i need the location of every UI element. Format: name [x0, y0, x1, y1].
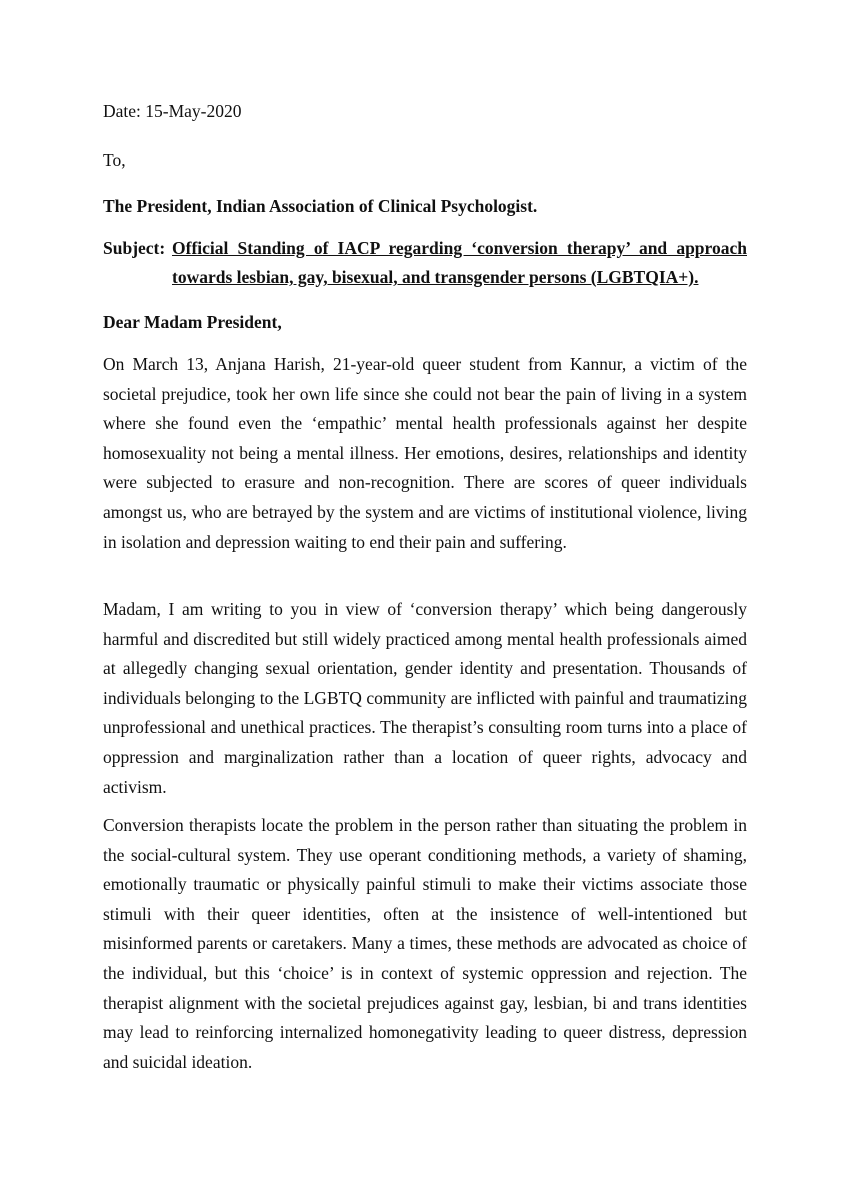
subject-label: Subject: [103, 238, 166, 258]
letter-recipient: The President, Indian Association of Clinical Psychologist. [103, 196, 538, 216]
letter-date: Date: 15-May-2020 [103, 101, 242, 121]
paragraph-3: Conversion therapists locate the problem in the person rather than situating the problem in the social-cultural system. They use operant conditioning methods, a variety of shaming, emotionally traumatic or physically painful stimuli to make their victims associate those stimuli with their queer identities, often at the insistence of well-intentioned but misinformed parents or caretakers. Many a times, these methods are advocated as choice of the individual, but this ‘choice’ is in context of systemic oppression and rejection. The therapist alignment with the societal prejudices against gay, lesbian, bi and trans identities may lead to reinforcing internalized homonegativity leading to queer distress, depression and suicidal ideation. [103, 815, 747, 1072]
paragraph-2: Madam, I am writing to you in view of ‘conversion therapy’ which being dangerously harmful and discredited but still widely practiced among mental health professionals aimed at allegedly changing sexual orientation, gender identity and presentation. Thousands of individuals belonging to the LGBTQ community are inflicted with painful and traumatizing unprofessional and unethical practices. The therapist’s consulting room turns into a place of oppression and marginalization rather than a location of queer rights, advocacy and activism. [103, 599, 747, 797]
letter-to: To, [103, 150, 126, 170]
salutation: Dear Madam President, [103, 312, 282, 332]
paragraph-1: On March 13, Anjana Harish, 21-year-old queer student from Kannur, a victim of the societal prejudice, took her own life since she could not bear the pain of living in a system where she found even the ‘empathic’ mental health professionals against her despite homosexuality not being a mental illness. Her emotions, desires, relationships and identity were subjected to erasure and non-recognition. There are scores of queer individuals amongst us, who are betrayed by the system and are victims of institutional violence, living in isolation and depression waiting to end their pain and suffering. [103, 354, 747, 552]
subject-text: Official Standing of IACP regarding ‘conversion therapy’ and approach towards lesbian, gay, bisexual, and transgender persons (LGBTQIA+). [172, 238, 747, 287]
